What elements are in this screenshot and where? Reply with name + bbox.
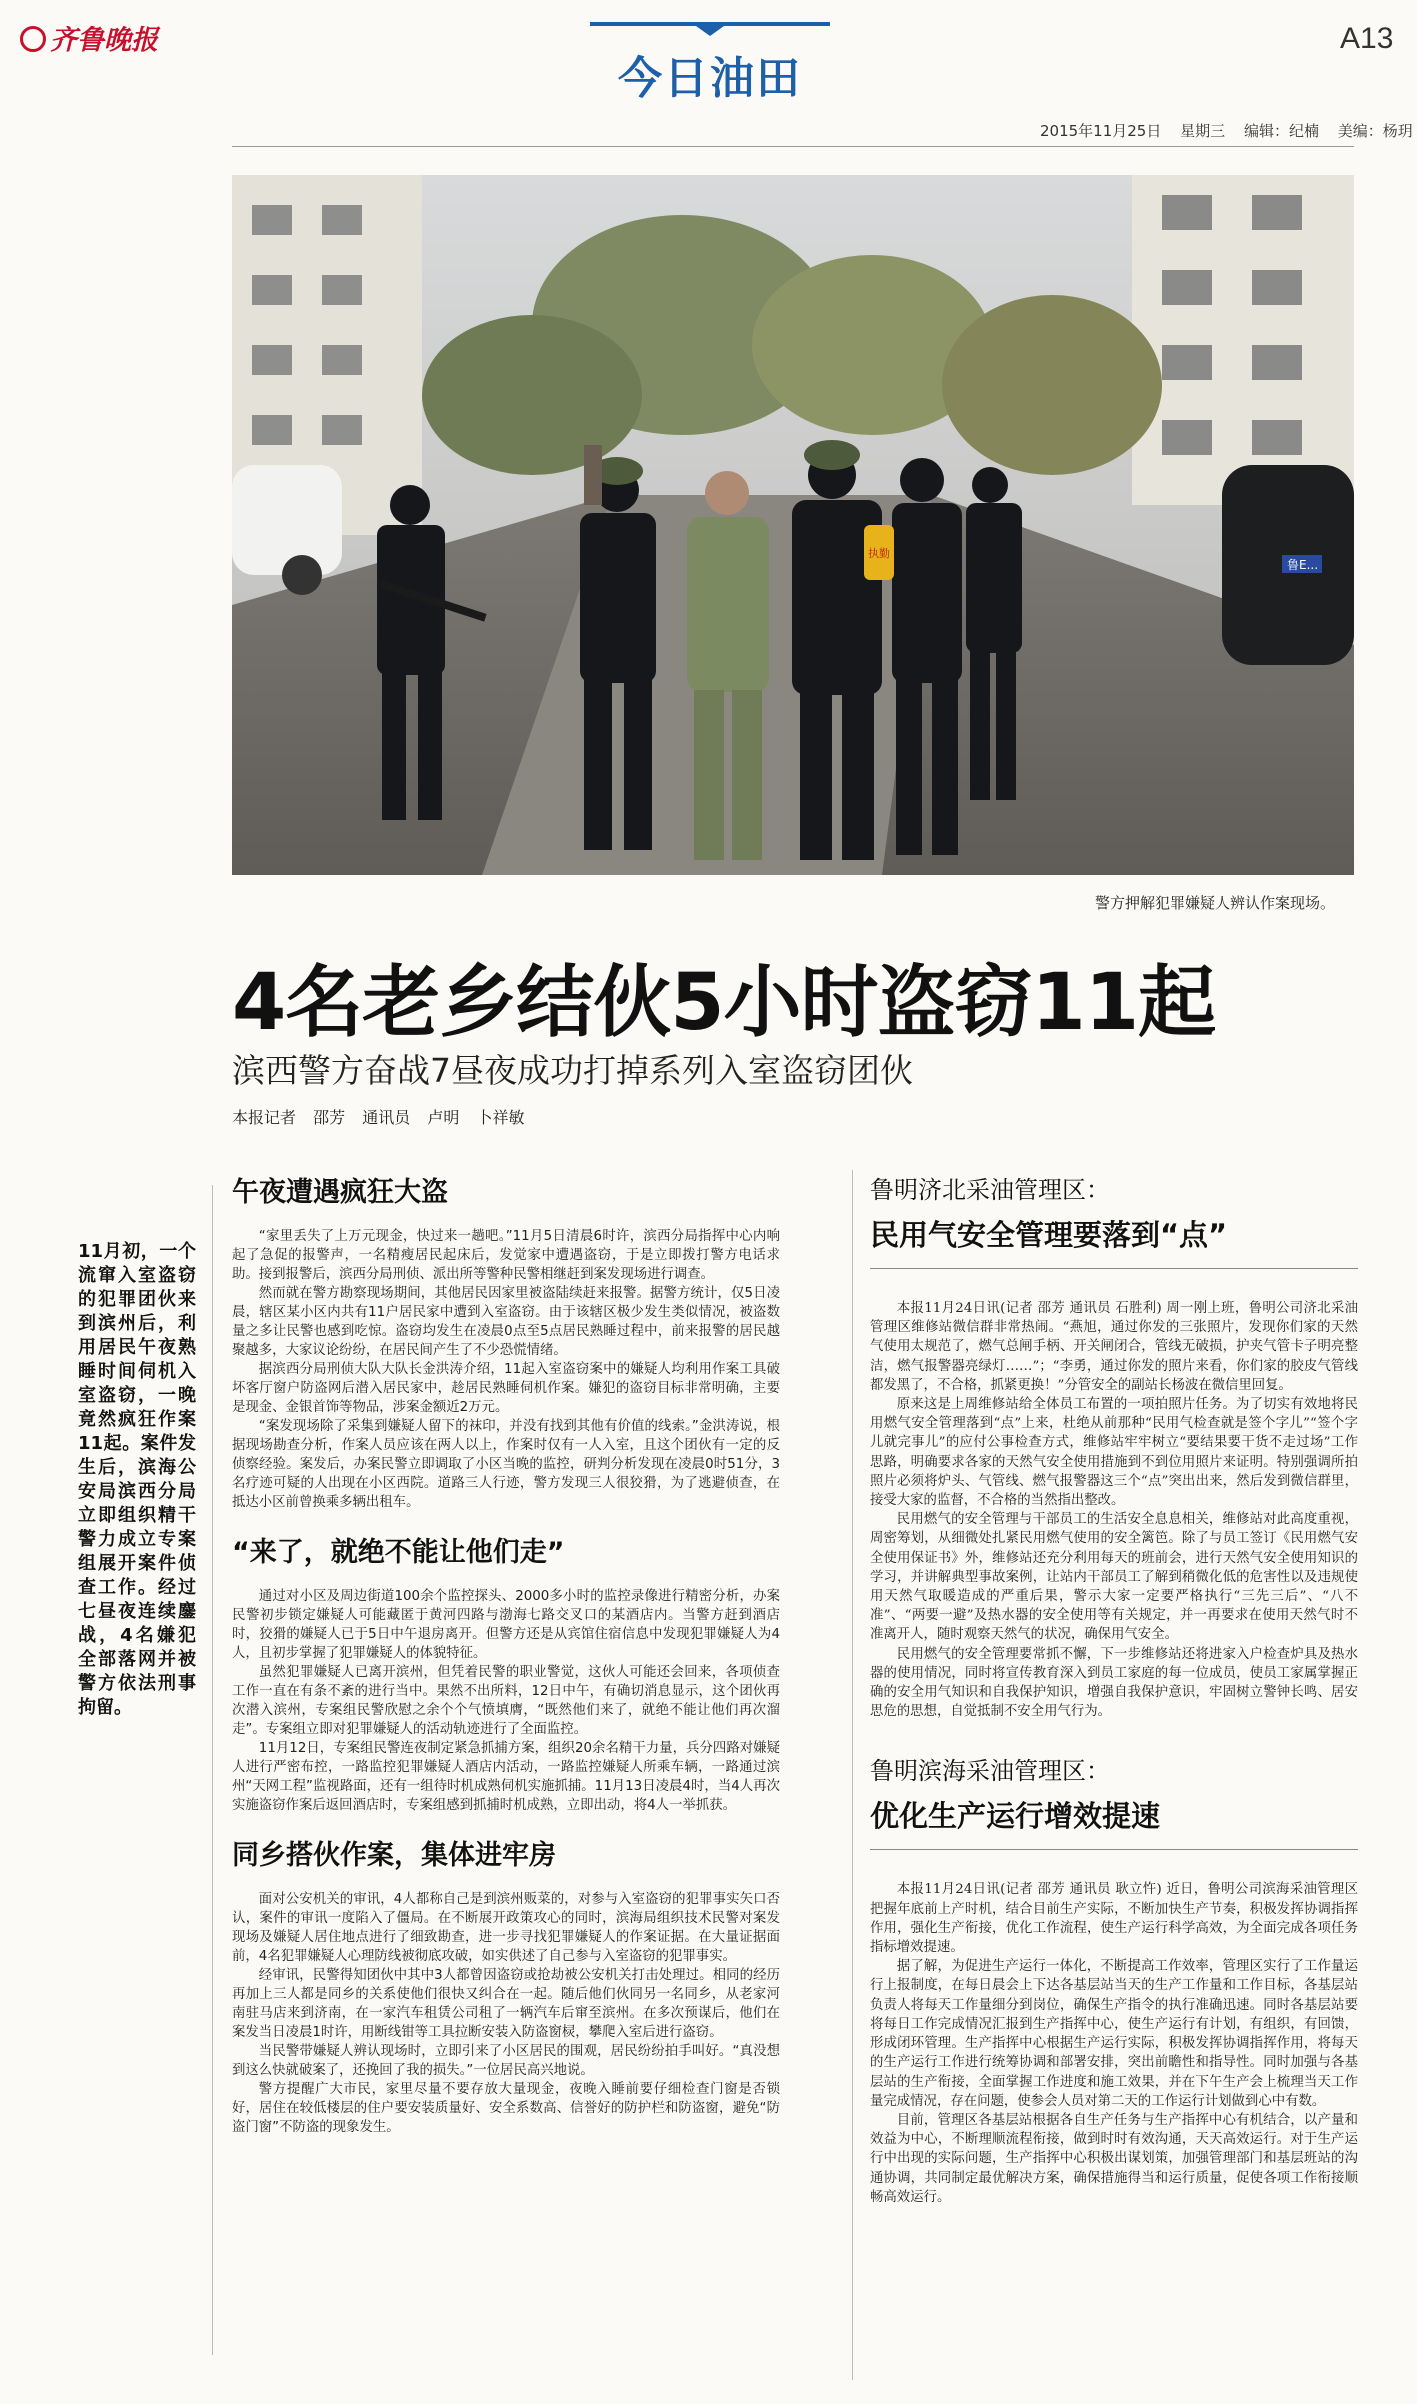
section-title: 今日油田 — [618, 53, 802, 104]
byline-role: 通讯员 — [362, 1108, 411, 1127]
byline-role: 本报记者 — [232, 1108, 297, 1127]
article-section — [232, 1170, 780, 1512]
side-story — [870, 1170, 1358, 1721]
duty-armband-label: 执勤 — [868, 547, 890, 560]
logo-mark-icon — [20, 26, 46, 52]
column-divider — [852, 1170, 853, 2380]
byline-name: 卜祥敏 — [476, 1108, 525, 1127]
paragraph: 本报11月24日讯(记者 邵芳 通讯员 石胜利) 周一刚上班，鲁明公司济北采油管理区维修站微信群非常热闹。“燕旭，通过你发的三张照片，发现你们家的天然气使用太规范了，燃气总闸手柄、开关闸闭合，管线无破损，护夹气管卡子明亮整洁，燃气报警器亮绿灯……”；“李勇，通过你发的照片来看，你们家的胶皮气管线都发黑了，不合格，抓紧更换！”分管安全的副站长杨波在微信里回复。 — [870, 1301, 1358, 1393]
paragraph: 虽然犯罪嫌疑人已离开滨州，但凭着民警的职业警觉，这伙人可能还会回来，各项侦查工作一直在有条不紊的进行当中。果然不出所料，12日中午，有确切消息显示，这个团伙再次潜入滨州，专案组民警欣慰之余个个气愤填膺，“既然他们来了，就绝不能让他们再次溜走”。专案组立即对犯罪嫌疑人的活动轨迹进行了全面监控。 — [232, 1665, 780, 1737]
story-title: 优化生产运行增效提速 — [870, 1794, 1358, 1850]
column-divider — [212, 1185, 213, 2355]
newspaper-logo — [20, 18, 170, 58]
side-story — [870, 1751, 1358, 2206]
story-kicker: 鲁明济北采油管理区： — [870, 1176, 1110, 1204]
arrest-scene-illustration — [232, 175, 1354, 875]
byline-name: 卢明 — [427, 1108, 460, 1127]
section-banner — [590, 20, 830, 104]
story-title: 民用气安全管理要落到“点” — [870, 1213, 1358, 1269]
paragraph: 目前，管理区各基层站根据各自生产任务与生产指挥中心有机结合，以产量和效益为中心，不断理顺流程衔接，做到时时有效沟通，天天高效运行。对于生产运行中出现的实际问题，生产指挥中心积极出谋划策，加强管理部门和基层班站的沟通协调，共同制定最优解决方案，确保措施得当和运行质量，促使各项工作衔接顺畅高效运行。 — [870, 2112, 1358, 2205]
section-heading: 午夜遭遇疯狂大盗 — [232, 1177, 448, 1208]
paragraph: 通过对小区及周边街道100余个监控探头、2000多小时的监控录像进行精密分析，办案民警初步锁定嫌疑人可能藏匿于黄河四路与渤海七路交叉口的某酒店内。当警方赶到酒店时，狡猾的嫌疑人已于5日中午退房离开。但警方还是从宾馆住宿信息中发现犯罪嫌疑人为4人，且初步掌握了犯罪嫌疑人的体貌特征。 — [232, 1589, 780, 1661]
header-divider — [232, 146, 1354, 147]
news-photo — [232, 175, 1354, 875]
side-stories — [870, 1170, 1358, 2237]
paragraph: 民用燃气的安全管理要常抓不懈，下一步维修站还将进家入户检查炉具及热水器的使用情况，同时将宣传教育深入到员工家庭的每一位成员，使员工家属掌握正确的安全用气知识和自我保护知识，增强自我保护意识，牢固树立警钟长鸣、居安思危的思想，自觉抵制不安全用气行为。 — [870, 1646, 1358, 1720]
paragraph: 据了解，为促进生产运行一体化，不断提高工作效率，管理区实行了工作量运行上报制度，在每日晨会上下达各基层站当天的生产工作量和工作目标，各基层站负责人将每天工作量细分到岗位，确保生产指令的执行准确迅速。同时各基层站要将每日工作完成情况汇报到生产指挥中心，使生产运行有计划，有组织，有回馈，形成闭环管理。生产指挥中心根据生产运行实际，积极发挥协调指挥作用，将每天的生产运行工作进行统筹协调和部署安排，突出前瞻性和指导性。同时加强与各基层站的生产衔接，全面掌握工作进度和施工效果，并在下午生产会上梳理当天工作量完成情况，存在问题，使参会人员对第二天的工作运行计划做到心中有数。 — [870, 1959, 1358, 2109]
section-heading: “来了，就绝不能让他们走” — [232, 1537, 565, 1568]
paragraph: “家里丢失了上万元现金，快过来一趟吧。”11月5日清晨6时许，滨西分局指挥中心内响起了急促的报警声，一名精瘦居民起床后，发觉家中遭遇盗窃，于是立即拨打警方电话求助。接到报警后，滨西分局刑侦、派出所等警种民警相继赶到案发现场进行调查。 — [232, 1229, 780, 1282]
section-heading: 同乡搭伙作案，集体进牢房 — [232, 1840, 556, 1871]
issue-date: 2015年11月25日 — [1040, 122, 1162, 140]
page-number: A13 — [1340, 22, 1394, 55]
designer-credit: 美编：杨玥 — [1337, 122, 1413, 140]
paragraph: 然而就在警方勘察现场期间，其他居民因家里被盗陆续赶来报警。据警方统计，仅5日凌晨，辖区某小区内共有11户居民家中遭到入室盗窃。由于该辖区极少发生类似情况，被盗数量之多让民警也感到吃惊。盗窃均发生在凌晨0点至5点居民熟睡过程中，前来报警的居民越聚越多，大家议论纷纷，在居民间产生了不少恐慌情绪。 — [232, 1286, 780, 1358]
paragraph: “案发现场除了采集到嫌疑人留下的袜印，并没有找到其他有价值的线索。”金洪涛说，根据现场勘查分析，作案人员应该在两人以上，作案时仅有一人入室，且这个团伙有一定的反侦察经验。案发后，办案民警立即调取了小区当晚的监控，研判分析发现在凌晨0时51分，3名疗迹可疑的人出现在小区西院。道路三人行迹，警方发现三人很狡猾，为了逃避侦查，在抵达小区前曾换乘多辆出租车。 — [232, 1419, 780, 1510]
byline — [232, 1105, 536, 1128]
paragraph: 民用燃气的安全管理与干部员工的生活安全息息相关，维修站对此高度重视，周密筹划，从细微处扎紧民用燃气使用的安全篱笆。除了与员工签订《民用燃气安全使用保证书》外，维修站还充分利用每天的班前会，进行天然气安全使用知识的学习，并讲解典型事故案例，让站内干部员工了解到稍微化低的危害性以及违规使用天然气取暖造成的严重后果，警示大家一定要严格执行“三先三后”、“八不准”、“两要一避”及热水器的安全使用等有关规定，并一再要求在使用天然气时不准离开人，随时观察天然气的状况，确保用气安全。 — [870, 1512, 1358, 1643]
subheadline: 滨西警方奋战7昼夜成功打掉系列入室盗窃团伙 — [232, 1051, 913, 1090]
paragraph: 当民警带嫌疑人辨认现场时，立即引来了小区居民的围观，居民纷纷拍手叫好。“真没想到这么快就破案了，还挽回了我的损失。”一位居民高兴地说。 — [232, 2044, 780, 2078]
paragraph: 面对公安机关的审讯，4人都称自己是到滨州贩菜的，对参与入室盗窃的犯罪事实矢口否认，案件的审讯一度陷入了僵局。在不断展开政策攻心的同时，滨海局组织技术民警对案发现场及嫌疑人居住地点进行了细致勘查，进一步寻找犯罪嫌疑人的作案证据。在大量证据面前，4名犯罪嫌疑人心理防线被彻底攻破，如实供述了自己参与入室盗窃的犯罪事实。 — [232, 1892, 780, 1964]
editor-credit: 编辑：纪楠 — [1243, 122, 1319, 140]
photo-caption: 警方押解犯罪嫌疑人辨认作案现场。 — [1095, 894, 1336, 912]
paragraph: 据滨西分局刑侦大队大队长金洪涛介绍，11起入室盗窃案中的嫌疑人均利用作案工具破坏客厅窗户防盗网后潜入居民家中，趁居民熟睡伺机作案。嫌犯的盗窃目标非常明确，主要是现金、金银首饰等物品，涉案金额近2万元。 — [232, 1362, 780, 1415]
main-article-body — [232, 1170, 780, 2155]
headline: 4名老乡结伙5小时盗窃11起 — [232, 958, 1216, 1048]
story-kicker: 鲁明滨海采油管理区： — [870, 1757, 1110, 1786]
paragraph: 经审讯，民警得知团伙中其中3人都曾因盗窃或抢劫被公安机关打击处理过。相同的经历再加上三人都是同乡的关系使他们很快又纠合在一起。随后他们伙同另一名同乡，从老家河南驻马店来到济南，在一家汽车租赁公司租了一辆汽车后窜至滨州。在多次预谋后，他们在案发当日凌晨1时许，用断线钳等工具拉断安装入防盗窗棂，攀爬入室后进行盗窃。 — [232, 1968, 780, 2040]
paragraph: 本报11月24日讯(记者 邵芳 通讯员 耿立忤) 近日，鲁明公司滨海采油管理区把握年底前上产时机，结合目前生产实际，不断加快生产节奏，积极发挥协调指挥作用，强化生产衔接，优化工作流程，使生产运行科学高效，为全面完成各项任务指标增效提速。 — [870, 1882, 1358, 1956]
logo-text: 齐鲁晚报 — [50, 25, 158, 56]
byline-name: 邵芳 — [313, 1108, 346, 1127]
paragraph: 11月12日，专案组民警连夜制定紧急抓捕方案，组织20余名精干力量，兵分四路对嫌疑人进行严密布控，一路监控犯罪嫌疑人酒店内活动，一路监控嫌疑人所乘车辆，一路通过滨州“天网工程”监视路面，还有一组待时机成熟伺机实施抓捕。11月13日凌晨4时，当4人再次实施盗窃作案后返回酒店时，专案组感到抓捕时机成熟，立即出动，将4人一举抓获。 — [232, 1741, 780, 1813]
section-marker-icon — [696, 26, 724, 36]
paragraph: 原来这是上周维修站给全体员工布置的一项拍照片任务。为了切实有效地将民用燃气安全管理落到“点”上来，杜绝从前那种“民用气检查就是签个字儿”“签个字儿就完事儿”的应付公事检查方式，维修站牢牢树立“要结果要干货不走过场”工作思路，明确要求各家的天然气安全使用措施到不到位用照片来证明。特别强调所拍照片必须将炉头、气管线、燃气报警器这三个“点”突出出来，然后发到微信群里，接受大家的监督，不合格的当然指出整改。 — [870, 1397, 1358, 1509]
issue-weekday: 星期三 — [1180, 122, 1226, 140]
paragraph: 警方提醒广大市民，家里尽量不要存放大量现金，夜晚入睡前要仔细检查门窗是否锁好，居住在较低楼层的住户要安装质量好、安全系数高、信誉好的防护栏和防盗窗，避免“防盗门窗”不防盗的现象发生。 — [232, 2082, 780, 2135]
article-section — [232, 1530, 780, 1815]
lead-summary: 11月初，一个流窜入室盗窃的犯罪团伙来到滨州后，利用居民午夜熟睡时间伺机入室盗窃，一晚竟然疯狂作案11起。案件发生后，滨海公安局滨西分局立即组织精干警力成立专案组展开案件侦查工作。经过七昼夜连续鏖战，4名嫌犯全部落网并被警方依法刑事拘留。 — [78, 1241, 196, 1718]
issue-meta — [1040, 120, 1417, 141]
article-section — [232, 1833, 780, 2137]
license-plate: 鲁E... — [1287, 558, 1319, 572]
